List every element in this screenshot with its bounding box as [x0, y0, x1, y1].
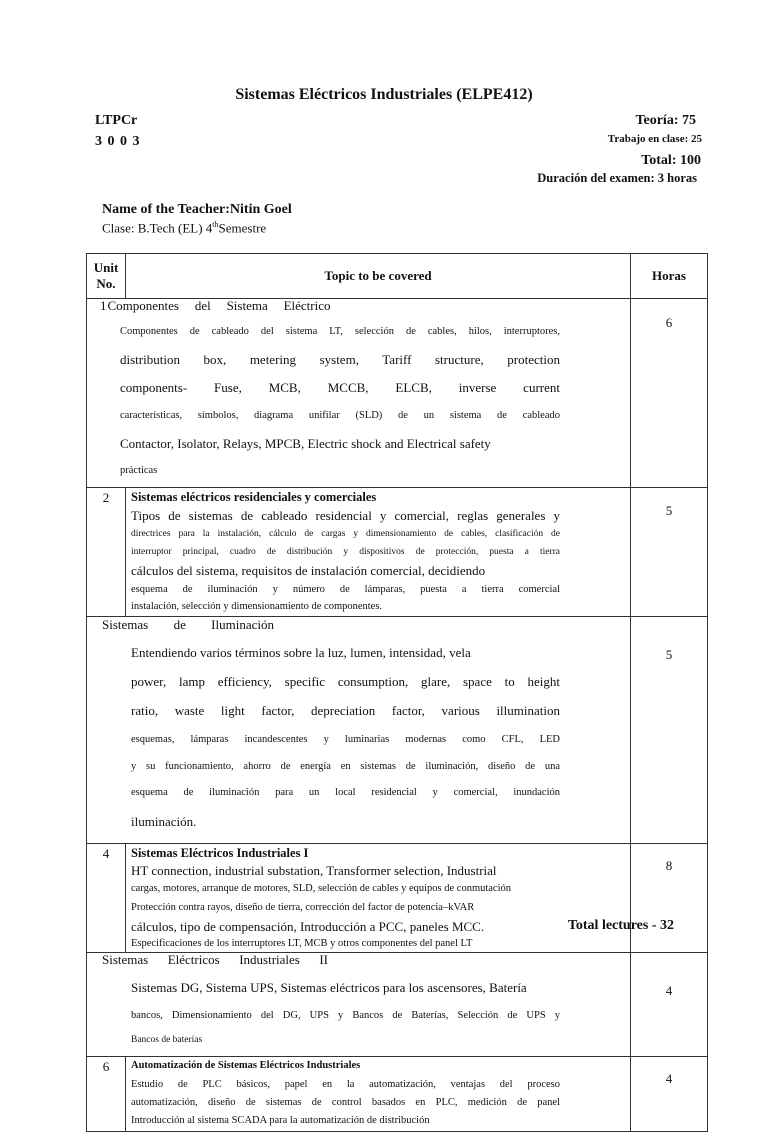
hours-cell: 4 [631, 953, 708, 1057]
hours-cell: 5 [631, 617, 708, 844]
topic-line: esquemas, lámparas incandescentes y luminarias modernas como CFL, LED [131, 734, 560, 745]
topic-heading: Sistemas de Iluminación [102, 617, 274, 632]
topic-line: iluminación. [131, 814, 197, 829]
topic-cell [87, 953, 631, 1057]
topic-line: Protección contra rayos, diseño de tierra, corrección del factor de potencia–kVAR [131, 902, 475, 913]
topic-line: automatización, diseño de sistemas de control basados en PLC, medición de panel [131, 1097, 560, 1108]
trabajo-marks: Trabajo en clase: 25 [607, 133, 702, 145]
topic-line: Entendiendo varios términos sobre la luz, lumen, intensidad, vela [131, 645, 471, 660]
topic-line: cargas, motores, arranque de motores, SLD, selección de cables y equipos de conmutación [131, 883, 512, 894]
table-row [87, 617, 708, 844]
unit-number: 1 [100, 298, 107, 313]
topic-cell [87, 299, 631, 488]
topic-cell [126, 1057, 631, 1132]
table-row [87, 953, 708, 1057]
topic-cell [87, 617, 631, 844]
topic-heading: Sistemas Eléctricos Industriales I [131, 846, 309, 860]
topic-line: cálculos del sistema, requisitos de instalación comercial, decidiendo [131, 563, 486, 578]
unit-number: 6 [87, 1057, 126, 1132]
topic-line: ratio, waste light factor, depreciation factor, various illumination [131, 703, 560, 718]
table-row [87, 488, 708, 617]
document-title: Sistemas Eléctricos Industriales (ELPE412) [235, 86, 533, 103]
topic-heading: Automatización de Sistemas Eléctricos Industriales [131, 1060, 361, 1071]
class-prefix: Clase: B.Tech (EL) 4 [102, 220, 213, 236]
topic-line: distribution box, metering system, Tariff structure, protection [120, 351, 560, 367]
header-horas: Horas [631, 254, 708, 299]
exam-duration: Duración del examen: 3 horas [537, 171, 697, 185]
topic-line: Bancos de baterías [131, 1034, 203, 1045]
syllabus-table [86, 253, 708, 1132]
topic-line: components- Fuse, MCB, MCCB, ELCB, inverse current [120, 379, 560, 395]
topic-heading: Sistemas Eléctricos Industriales II [102, 952, 328, 967]
topic-line: esquema de iluminación y número de lámparas, puesta a tierra comercial [131, 584, 560, 595]
table-row [87, 299, 708, 488]
class-line [102, 220, 266, 236]
table-header-row [87, 254, 708, 299]
topic-cell [126, 844, 631, 953]
header-unit: Unit No. [87, 254, 126, 299]
topic-cell [126, 488, 631, 617]
topic-line: esquema de iluminación para un local residencial y comercial, inundación [131, 787, 560, 798]
topic-line: Sistemas DG, Sistema UPS, Sistemas eléctricos para los ascensores, Batería [131, 980, 527, 995]
table-row [87, 844, 708, 953]
topic-body [102, 980, 560, 1047]
class-ordinal-suffix: th [212, 220, 219, 229]
teoria-marks: Teoría: 75 [635, 113, 696, 128]
unit-number: 2 [87, 488, 126, 617]
topic-line: Especificaciones de los interruptores LT, MCB y otros componentes del panel LT [131, 938, 473, 949]
topic-line: Introducción al sistema SCADA para la automatización de distribución [131, 1115, 430, 1126]
hours-cell: 6 [631, 299, 708, 488]
topic-line: cálculos, tipo de compensación, Introducción a PCC, paneles MCC. [131, 919, 485, 934]
topic-line: Tipos de sistemas de cableado residencial y comercial, reglas generales y [131, 508, 560, 523]
topic-line: instalación, selección y dimensionamiento de componentes. [131, 601, 383, 612]
hours-cell: 4 [631, 1057, 708, 1132]
ltp-values: 3 0 0 3 [95, 134, 141, 149]
topic-heading: Componentes del Sistema Eléctrico [107, 298, 331, 313]
topic-line: y su funcionamiento, ahorro de energía en sistemas de iluminación, diseño de una [131, 760, 560, 772]
class-suffix: Semestre [218, 220, 267, 236]
unit-number: 4 [87, 844, 126, 953]
topic-line: bancos, Dimensionamiento del DG, UPS y Bancos de Baterías, Selección de UPS y [131, 1010, 560, 1021]
hours-cell: 5 [631, 488, 708, 617]
topic-line: HT connection, industrial substation, Transformer selection, Industrial [131, 863, 497, 878]
topic-line: power, lamp efficiency, specific consumption, glare, space to height [131, 674, 560, 689]
teacher-name: Name of the Teacher:Nitin Goel [102, 202, 292, 217]
topic-line: Estudio de PLC básicos, papel en la automatización, ventajas del proceso [131, 1079, 560, 1090]
total-marks: Total: 100 [641, 153, 701, 168]
topic-heading: Sistemas eléctricos residenciales y comerciales [131, 490, 377, 504]
topic-body [102, 645, 560, 830]
topic-line: interruptor principal, cuadro de distribución y dispositivos de protección, puesta a tierra [131, 547, 560, 557]
topic-line: prácticas [120, 464, 158, 476]
topic-line: Contactor, Isolator, Relays, MPCB, Electric shock and Electrical safety [120, 435, 491, 451]
ltp-label: LTPCr [95, 113, 138, 128]
unit-1-heading-line [100, 299, 560, 313]
total-lectures: Total lectures - 32 [567, 918, 674, 933]
topic-body [100, 324, 560, 477]
hours-cell: 8 [631, 844, 708, 953]
topic-line: Componentes de cableado del sistema LT, selección de cables, hilos, interruptores, [120, 325, 560, 337]
topic-line: directrices para la instalación, cálculo de cargas y dimensionamiento de cables, clasificación de [131, 529, 560, 539]
header-topic: Topic to be covered [126, 254, 631, 299]
table-row [87, 1057, 708, 1132]
topic-line: características, símbolos, diagrama unifilar (SLD) de un sistema de cableado [120, 409, 560, 421]
